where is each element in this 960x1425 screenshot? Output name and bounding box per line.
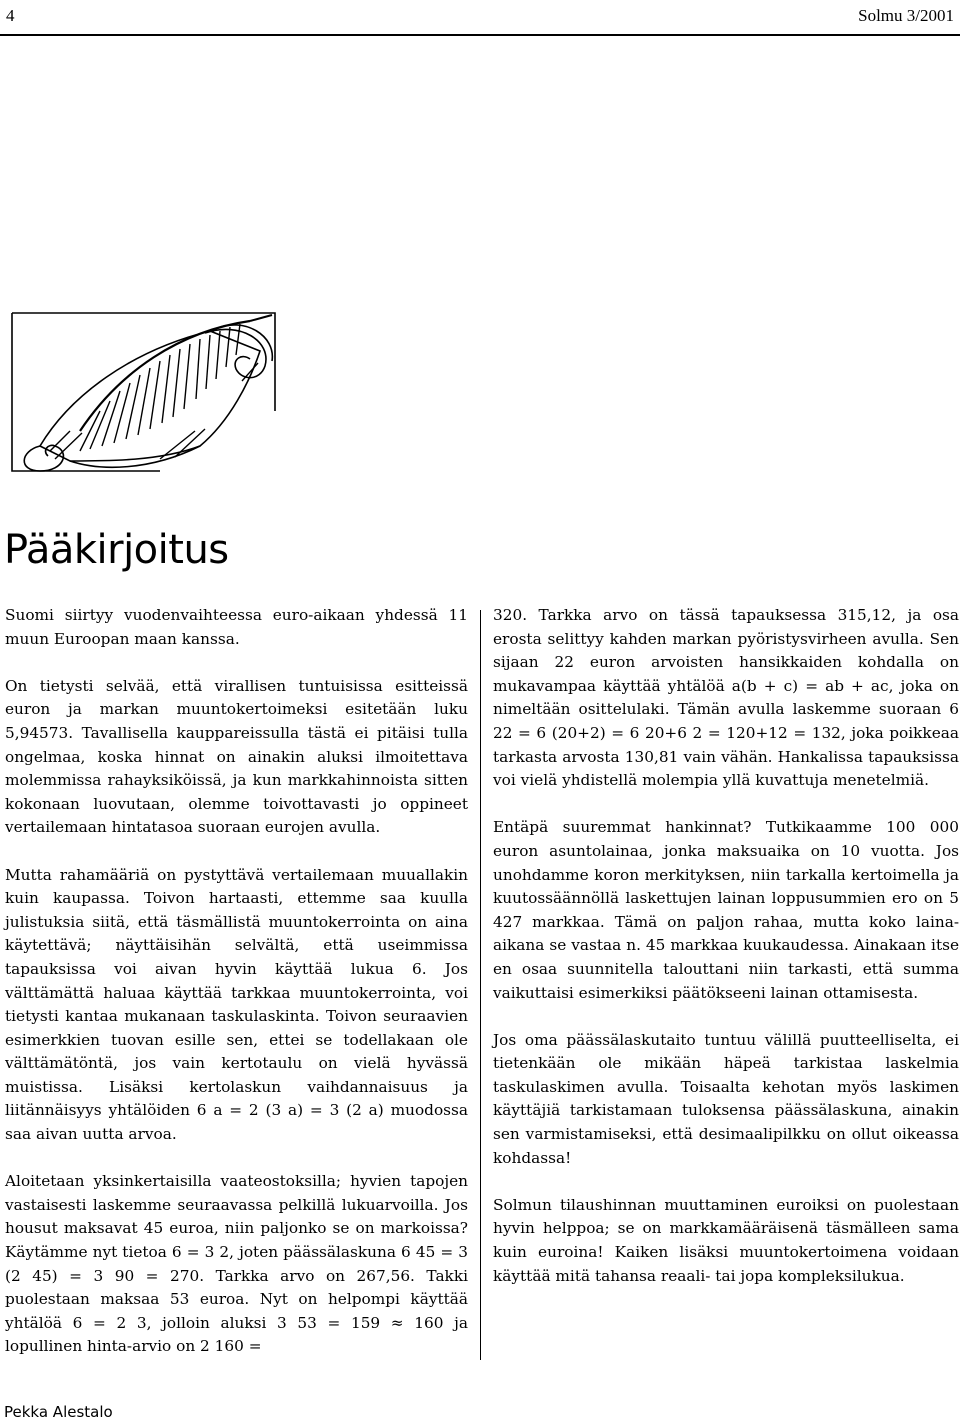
scroll-illustration bbox=[10, 311, 277, 473]
paragraph: Aloitetaan yksinkertaisilla vaateostoksilla; hyvien tapojen vastaisesti laskemme seuraavassa pelkillä lukuarvoilla. Jos housut maksavat 45 euroa, niin paljonko se on markoissa? Käytämme nyt tietoa 6 = 3 2, joten päässälaskuna 6 45 = 3 (2 45) = 3 90 = 270. Tarkka arvo on 267,56. Takki puolestaan maksaa 53 euroa. Nyt on helpompi käyttää yhtälöä 6 = 2 3, jolloin aluksi 3 53 = 159 ≈ 160 ja lopullinen hinta-arvio on 2 160 = bbox=[5, 1172, 468, 1356]
paragraph: Jos oma päässälaskutaito tuntuu välillä puutteelliselta, ei tietenkään ole mikään häpeä tarkistaa laskelmia taskulaskimen avulla. Toisaalta kehotan myös laskimen käyttäjiä tarkistamaan tuloksensa päässälaskuna, ainakin sen varmistamiseksi, että desimaalipilkku on ollut oikeassa kohdassa! bbox=[493, 1030, 959, 1167]
running-header bbox=[6, 6, 954, 26]
header-rule bbox=[0, 34, 960, 36]
column-divider bbox=[480, 610, 481, 1360]
page-number: 4 bbox=[6, 6, 15, 25]
left-column bbox=[5, 604, 468, 1383]
paragraph: Solmun tilaushinnan muuttaminen euroiksi on puolestaan hyvin helppoa; se on markkamääräisenä täsmälleen sama kuin euroina! Kaiken lisäksi muuntokertoimena voidaan käyttää mitä tahansa reaali- tai jopa kompleksilukua. bbox=[493, 1195, 959, 1285]
paragraph: Suomi siirtyy vuodenvaihteessa euro-aikaan yhdessä 11 muun Euroopan maan kanssa. bbox=[5, 606, 468, 648]
paragraph: On tietysti selvää, että virallisen tuntuisissa esitteissä euron ja markan muuntokertoimeksi esitetään luku 5,94573. Tavallisella kauppareissulla tästä ei pitäisi tulla ongelmaa, koska hinnat on ainakin aluksi ilmoitettava molemmissa rahayksiköissä, ja kun markkahinnoista sitten kokonaan luovutaan, olemme toivottavasti jo oppineet vertailemaan hintatasoa suoraan eurojen avulla. bbox=[5, 676, 468, 837]
page-title: Pääkirjoitus bbox=[4, 527, 229, 573]
right-column bbox=[493, 604, 959, 1312]
paragraph: 320. Tarkka arvo on tässä tapauksessa 315,12, ja osa erosta selittyy kahden markan pyöristysvirheen avulla. Sen sijaan 22 euron arvoisten hansikkaiden kohdalla on mukavampaa käyttää yhtälöä a(b + c) = ab + ac, joka on nimeltään osittelulaki. Tämän avulla laskemme suoraan 6 22 = 6 (20+2) = 6 20+6 2 = 120+12 = 132, joka poikkeaa tarkasta arvosta 130,81 vain vähän. Hankalissa tapauksissa voi vielä yhdistellä molempia yllä kuvattuja menetelmiä. bbox=[493, 606, 959, 790]
paragraph: Mutta rahamääriä on pystyttävä vertailemaan muuallakin kuin kaupassa. Toivon hartaasti, ettemme saa kuulla julistuksia siitä, että täsmällistä muuntokerrointa on aina käytettävä; näyttäisihän selvältä, että useimmissa tapauksissa voi aivan hyvin käyttää lukua 6. Jos välttämättä haluaa käyttää tarkkaa muuntokerrointa, voi tietysti kantaa mukanaan taskulaskinta. Toivon seuraavien esimerkkien tuovan esille sen, ettei se todellakaan ole välttämätöntä, jos vain kertotaulu on vielä hyvässä muistissa. Lisäksi kertolaskun vaihdannaisuus ja liitännäisyys yhtälöiden 6 a = 2 (3 a) = 3 (2 a) muodossa saa aivan uutta arvoa. bbox=[5, 865, 468, 1144]
author-name: Pekka Alestalo bbox=[4, 1403, 113, 1421]
paragraph: Entäpä suuremmat hankinnat? Tutkikaamme 100 000 euron asuntolainaa, jonka maksuaika on 10 vuotta. Jos unohdamme koron merkityksen, niin tarkalla kertoimella ja kuutossäännöllä laskettujen lainan loppusummien ero on 5 427 markkaa. Tämä on paljon rahaa, mutta koko laina-aikana se vastaa n. 45 markkaa kuukaudessa. Ainakaan itse en osaa suunnitella talouttani niin tarkasti, että summa vaikuttaisi esimerkiksi päätökseeni lainan ottamisesta. bbox=[493, 818, 959, 1002]
journal-issue: Solmu 3/2001 bbox=[858, 6, 954, 25]
